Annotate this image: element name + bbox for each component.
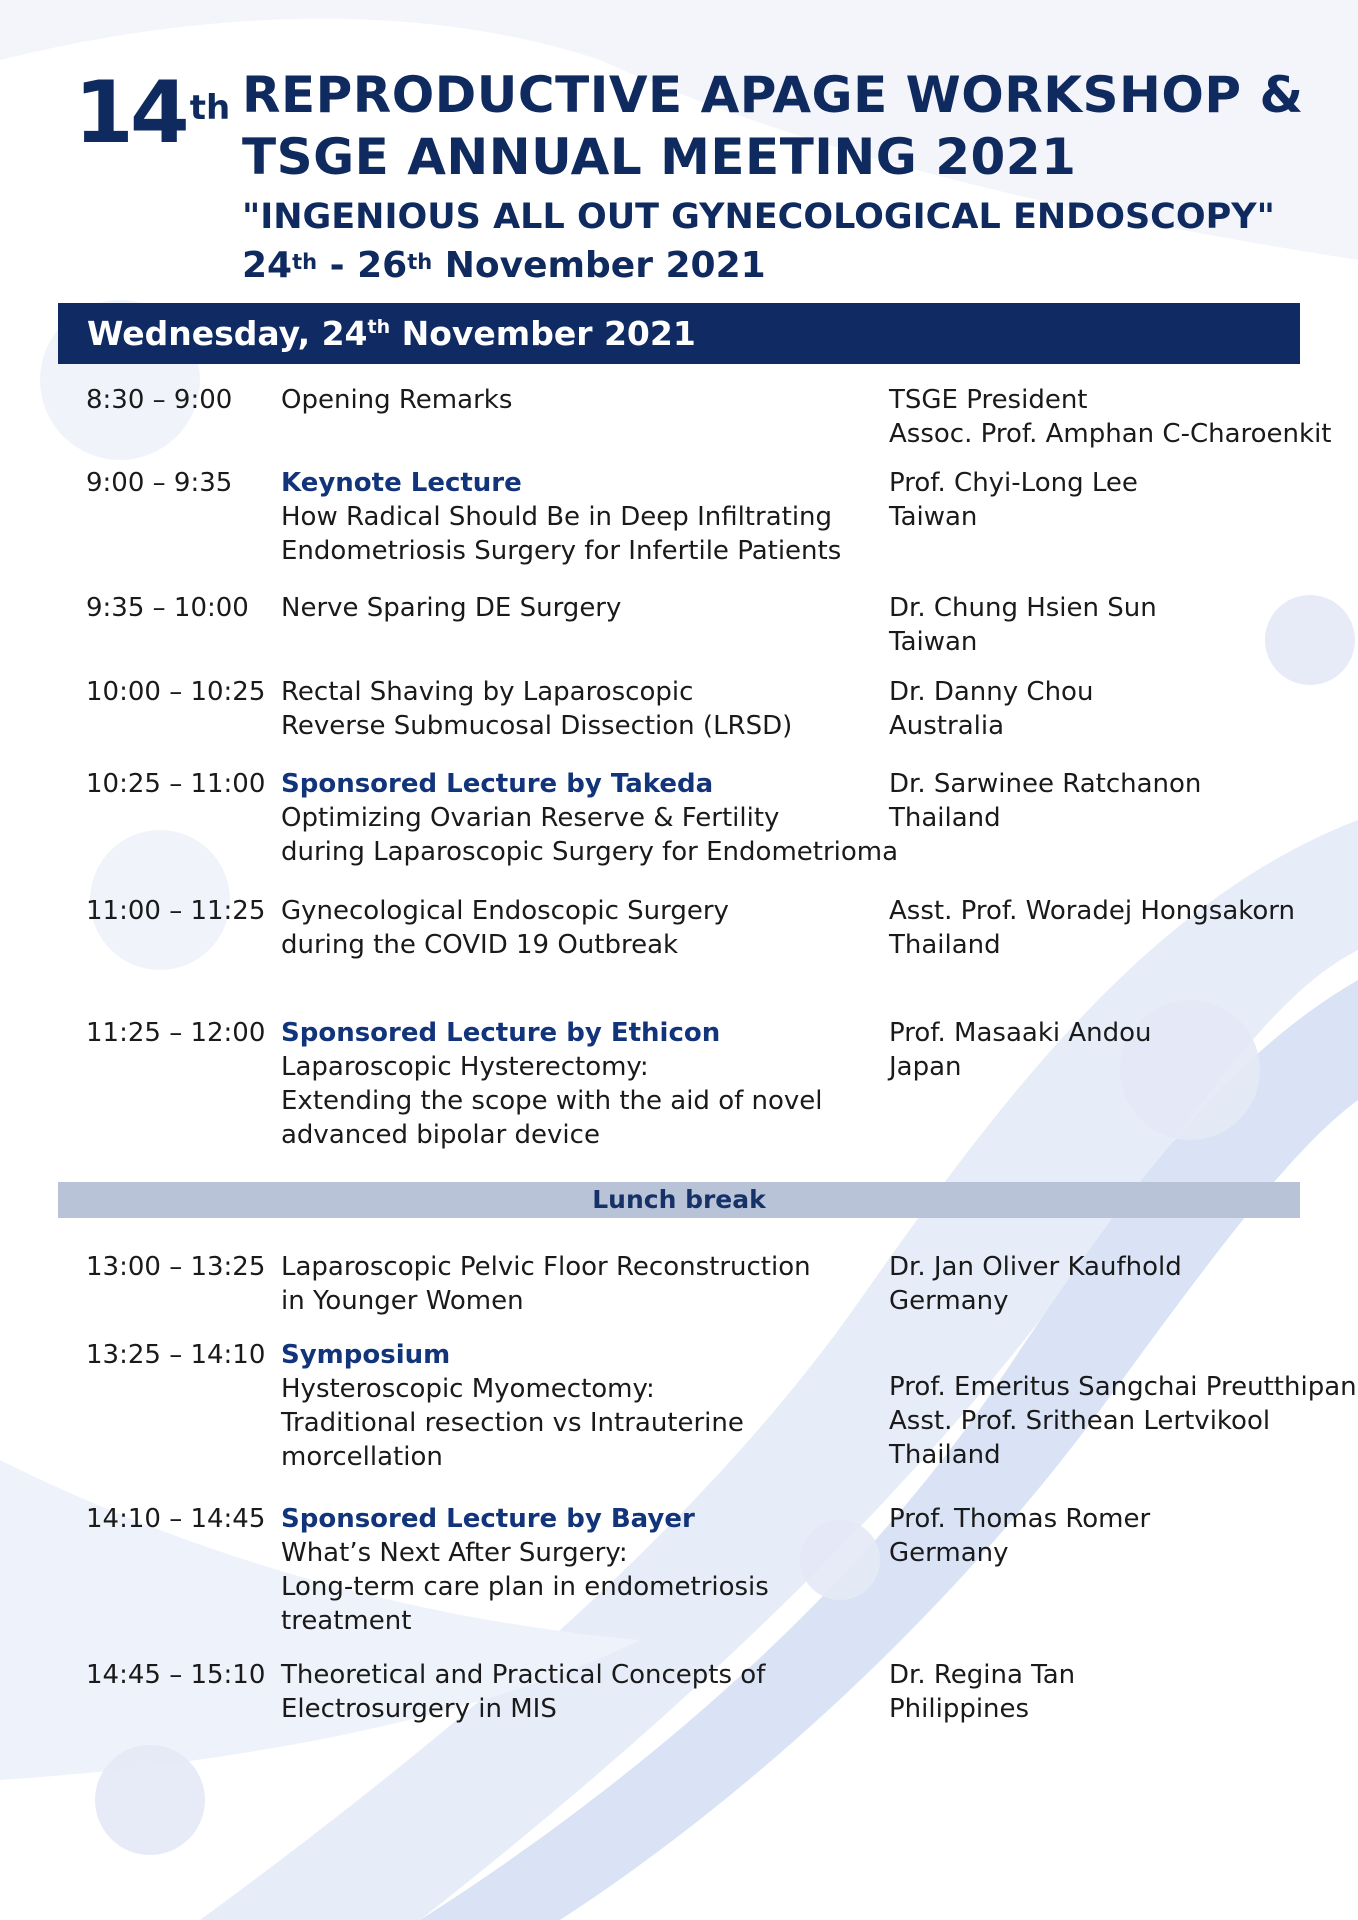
- day-weekday: Wednesday, 24: [87, 314, 368, 353]
- topic-line: during Laparoscopic Surgery for Endometrioma: [281, 837, 899, 867]
- topic-line: Endometriosis Surgery for Infertile Patients: [281, 536, 842, 566]
- topic-line: advanced bipolar device: [281, 1120, 600, 1150]
- session-time: 9:35 – 10:00: [86, 593, 249, 623]
- session-topic: [281, 767, 899, 869]
- topic-line: Rectal Shaving by Laparoscopic: [281, 677, 694, 707]
- speaker-line: Philippines: [889, 1694, 1030, 1724]
- session-speaker: [889, 894, 1295, 962]
- speaker-line: Japan: [889, 1052, 962, 1082]
- end-day-suffix: th: [407, 250, 433, 274]
- lunch-break-bar: Lunch break: [58, 1182, 1300, 1218]
- session-time: 14:45 – 15:10: [86, 1660, 266, 1690]
- session-topic: [281, 383, 891, 417]
- session-tag: Symposium: [281, 1340, 451, 1370]
- session-time: 9:00 – 9:35: [86, 468, 233, 498]
- topic-line: morcellation: [281, 1442, 443, 1472]
- day-label: [87, 303, 696, 364]
- topic-line: Laparoscopic Hysterectomy:: [281, 1052, 649, 1082]
- topic-line: Gynecological Endoscopic Surgery: [281, 896, 729, 926]
- day-header-bar: [58, 303, 1300, 364]
- topic-line: Traditional resection vs Intrauterine: [281, 1408, 744, 1438]
- session-time: 11:00 – 11:25: [86, 896, 266, 926]
- session-speaker: [889, 383, 1332, 451]
- event-theme: "INGENIOUS ALL OUT GYNECOLOGICAL ENDOSCOPY": [242, 197, 1275, 237]
- topic-line: Extending the scope with the aid of novel: [281, 1086, 823, 1116]
- session-speaker: [889, 1370, 1357, 1472]
- day-suffix: th: [367, 316, 391, 338]
- topic-line: Nerve Sparing DE Surgery: [281, 593, 622, 623]
- topic-line: in Younger Women: [281, 1286, 524, 1316]
- session-time: 13:25 – 14:10: [86, 1340, 266, 1370]
- speaker-line: Prof. Masaaki Andou: [889, 1018, 1152, 1048]
- date-rest: November 2021: [432, 245, 766, 286]
- speaker-line: TSGE President: [889, 385, 1088, 415]
- session-time: 8:30 – 9:00: [86, 385, 233, 415]
- topic-line: Theoretical and Practical Concepts of: [281, 1660, 766, 1690]
- session-tag: Sponsored Lecture by Takeda: [281, 769, 714, 799]
- session-time: 14:10 – 14:45: [86, 1504, 266, 1534]
- speaker-line: Taiwan: [889, 627, 978, 657]
- speaker-line: Germany: [889, 1538, 1009, 1568]
- session-tag: Sponsored Lecture by Bayer: [281, 1504, 695, 1534]
- session-speaker: [889, 675, 1093, 743]
- edition-number-suffix: th: [189, 88, 231, 128]
- speaker-line: Dr. Chung Hsien Sun: [889, 593, 1157, 623]
- speaker-line: Assoc. Prof. Amphan C-Charoenkit: [889, 419, 1332, 449]
- topic-line: Laparoscopic Pelvic Floor Reconstruction: [281, 1252, 811, 1282]
- session-topic: [281, 1658, 891, 1726]
- session-topic: [281, 675, 891, 743]
- event-dates: [242, 242, 1304, 290]
- topic-line: Opening Remarks: [281, 385, 513, 415]
- session-speaker: [889, 591, 1157, 659]
- title-line-1: REPRODUCTIVE APAGE WORKSHOP &: [242, 66, 1304, 124]
- session-topic: [281, 466, 891, 568]
- session-speaker: [889, 1250, 1182, 1318]
- topic-line: Electrosurgery in MIS: [281, 1694, 557, 1724]
- end-day: 26: [357, 245, 408, 286]
- session-speaker: [889, 1502, 1150, 1570]
- speaker-line: Prof. Thomas Romer: [889, 1504, 1151, 1534]
- speaker-line: Germany: [889, 1286, 1009, 1316]
- session-topic: [281, 1338, 891, 1474]
- topic-line: What’s Next After Surgery:: [281, 1538, 628, 1568]
- topic-line: Hysteroscopic Myomectomy:: [281, 1374, 655, 1404]
- session-time: 11:25 – 12:00: [86, 1018, 266, 1048]
- speaker-line: Thailand: [889, 1440, 1001, 1470]
- session-tag: Sponsored Lecture by Ethicon: [281, 1018, 721, 1048]
- session-tag: Keynote Lecture: [281, 468, 522, 498]
- speaker-line: Asst. Prof. Srithean Lertvikool: [889, 1406, 1271, 1436]
- speaker-line: Australia: [889, 711, 1005, 741]
- speaker-line: Dr. Danny Chou: [889, 677, 1094, 707]
- session-topic: [281, 1016, 891, 1152]
- speaker-line: Dr. Jan Oliver Kaufhold: [889, 1252, 1182, 1282]
- session-time: 13:00 – 13:25: [86, 1252, 266, 1282]
- date-separator: -: [317, 245, 358, 286]
- speaker-line: Thailand: [889, 803, 1001, 833]
- session-topic: [281, 591, 891, 625]
- speaker-line: Prof. Chyi-Long Lee: [889, 468, 1138, 498]
- speaker-line: Dr. Sarwinee Ratchanon: [889, 769, 1202, 799]
- session-speaker: [889, 466, 1138, 534]
- edition-number-value: 14: [74, 63, 186, 163]
- speaker-line: Dr. Regina Tan: [889, 1660, 1076, 1690]
- session-speaker: [889, 1658, 1075, 1726]
- topic-line: How Radical Should Be in Deep Infiltrating: [281, 502, 833, 532]
- topic-line: Long-term care plan in endometriosis: [281, 1572, 769, 1602]
- session-topic: [281, 1250, 891, 1318]
- speaker-line: Thailand: [889, 930, 1001, 960]
- edition-number: [74, 63, 231, 163]
- event-title: [242, 64, 1304, 290]
- topic-line: during the COVID 19 Outbreak: [281, 930, 679, 960]
- title-line-2: TSGE ANNUAL MEETING 2021: [242, 128, 1077, 186]
- speaker-line: Prof. Emeritus Sangchai Preutthipan: [889, 1372, 1357, 1402]
- speaker-line: Asst. Prof. Woradej Hongsakorn: [889, 896, 1296, 926]
- topic-line: treatment: [281, 1606, 412, 1636]
- topic-line: Optimizing Ovarian Reserve & Fertility: [281, 803, 780, 833]
- session-topic: [281, 1502, 891, 1638]
- topic-line: Reverse Submucosal Dissection (LRSD): [281, 711, 793, 741]
- speaker-line: Taiwan: [889, 502, 978, 532]
- session-speaker: [889, 767, 1201, 835]
- session-time: 10:25 – 11:00: [86, 769, 266, 799]
- day-rest: November 2021: [390, 314, 696, 353]
- start-day: 24: [242, 245, 293, 286]
- session-time: 10:00 – 10:25: [86, 677, 266, 707]
- session-topic: [281, 894, 891, 962]
- session-speaker: [889, 1016, 1152, 1084]
- start-day-suffix: th: [292, 250, 318, 274]
